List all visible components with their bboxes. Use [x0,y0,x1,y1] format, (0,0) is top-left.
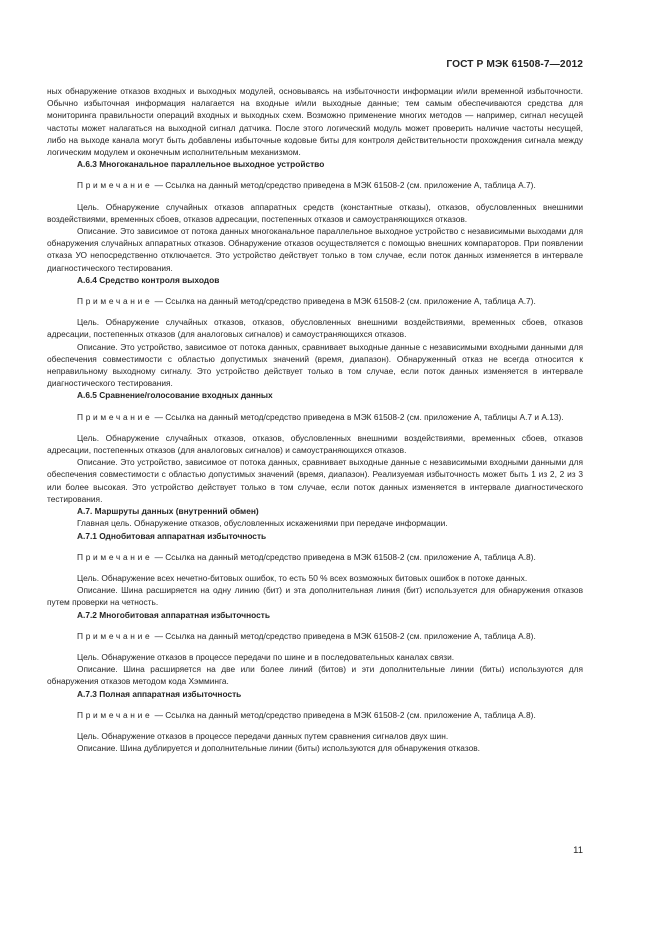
description-a65: Описание. Это устройство, зависимое от потока данных, сравнивает выходные данные с независимыми входными данными для обеспечения совместимости с областью допустимых значений (время, диапазон). Реализуемая избыточность может быть 1 из 2, 2 из 3 или более высокая. Это устройство действует только в том случае, если поток данных изменяется в интервале диагностического тестирования. [47,457,583,504]
page-content [47,85,583,754]
note-a71 [47,551,583,563]
note-text: — Ссылка на данный метод/средство приведена в МЭК 61508-2 (см. приложение А, таблица А.8). [152,551,536,562]
note-text: — Ссылка на данный метод/средство приведена в МЭК 61508-2 (см. приложение А, таблица А.7). [152,296,536,307]
page-number: 11 [573,845,583,856]
note-a64 [47,295,583,307]
description-a72: Описание. Шина расширяется на две или более линий (битов) и эти дополнительные линии (биты) используются для обнаружения отказов методом кода Хэмминга. [47,664,583,687]
goal-a64: Цель. Обнаружение случайных отказов, отказов, обусловленных внешними воздействиями, временных сбоев, отказов адресации, постепенных отказов (для аналоговых сигналов) и самоустраняющихся отказов. [47,317,583,340]
goal-a71: Цель. Обнаружение всех нечетно-битовых ошибок, то есть 50 % всех возможных битовых ошибок в потоке данных. [77,572,528,583]
note-a63 [47,179,583,191]
note-text: — Ссылка на данный метод/средство приведена в МЭК 61508-2 (см. приложение А, таблица А.8). [152,709,536,720]
section-heading-a72: А.7.2 Многобитовая аппаратная избыточность [77,609,271,620]
note-label: Примечание [77,630,153,641]
note-text: — Ссылка на данный метод/средство приведена в МЭК 61508-2 (см. приложение А, таблицы А.7 и А.13). [152,411,564,422]
section-heading-a65: А.6.5 Сравнение/голосование входных данных [77,390,273,401]
description-a64: Описание. Это устройство, зависимое от потока данных, сравнивает выходные данные с независимыми входными данными для обеспечения совместимости с областью допустимых значений (время, диапазон). Обнаруженный отказ не всегда относится к неправильному выходному сигналу. Это устройство действует только в том случае, если поток данных изменяется в интервале диагностического тестирования. [47,341,583,389]
section-heading-a64: А.6.4 Средство контроля выходов [77,274,220,285]
section-heading-a7: А.7. Маршруты данных (внутренний обмен) [77,506,259,517]
note-label: Примечание [77,411,153,422]
note-label: Примечание [77,180,153,191]
goal-a73: Цель. Обнаружение отказов в процессе передачи данных путем сравнения сигналов двух шин. [77,730,449,741]
section-heading-a73: А.7.3 Полная аппаратная избыточность [77,688,242,699]
section-heading-a71: А.7.1 Однобитовая аппаратная избыточность [77,530,267,541]
description-a73: Описание. Шина дублируется и дополнительные линии (биты) используются для обнаружения отказов. [77,743,480,754]
note-a65 [47,411,583,423]
description-a63: Описание. Это зависимое от потока данных многоканальное параллельное выходное устройство с независимыми выходами для обнаружения случайных аппаратных отказов. Обнаружение отказов осуществляется с помощью внешних компараторов. При появлении отказа УО непосредственно отключается. Это устройство действует только в том случае, если поток данных изменяется в интервале диагностического тестирования. [47,226,583,273]
intro-paragraph: ных обнаружение отказов входных и выходных модулей, основываясь на избыточности информации и/или временной избыточности. Обычно избыточная информация налагается на входные и/или выходные данные; тем самым обеспечиваются средства для мониторинга правильности операций входных и выходных схем. Возможно применение многих методов — например, сигнал несущей частоты может налагаться на выходной сигнал датчика. После этого логический модуль может проверить наличие частоты несущей, либо на выходе канала могут быть добавлены избыточные кодовые биты для контроля действительности прохождения сигнала между логическим модулем и оконечным исполнительным механизмом. [47,86,583,158]
note-a72 [47,630,583,642]
goal-a63: Цель. Обнаружение случайных отказов аппаратных средств (константные отказы), отказов, обусловленных внешними воздействиями, временных сбоев, отказов адресации, постепенных отказов и самоустраняющихся отказов. [47,201,583,224]
note-text: — Ссылка на данный метод/средство приведена в МЭК 61508-2 (см. приложение А, таблица А.8). [152,630,536,641]
note-text: — Ссылка на данный метод/средство приведена в МЭК 61508-2 (см. приложение А, таблица А.7). [152,180,536,191]
description-a71: Описание. Шина расширяется на одну линию (бит) и эта дополнительная линия (бит) используется для обнаружения отказов путем проверки на четность. [47,585,583,608]
note-label: Примечание [77,709,153,720]
note-label: Примечание [77,296,153,307]
standard-header: ГОСТ Р МЭК 61508-7—2012 [446,59,583,70]
goal-a65: Цель. Обнаружение случайных отказов, отказов, обусловленных внешними воздействиями, временных сбоев, отказов адресации, постепенных отказов (для аналоговых сигналов) и самоустраняющихся отказов. [47,432,583,456]
note-a73 [47,709,583,721]
main-goal-a7: Главная цель. Обнаружение отказов, обусловленных искажениями при передаче информации. [77,518,448,529]
note-label: Примечание [77,551,153,562]
section-heading-a63: А.6.3 Многоканальное параллельное выходное устройство [77,159,325,170]
goal-a72: Цель. Обнаружение отказов в процессе передачи по шине и в последовательных каналах связи. [77,651,455,662]
